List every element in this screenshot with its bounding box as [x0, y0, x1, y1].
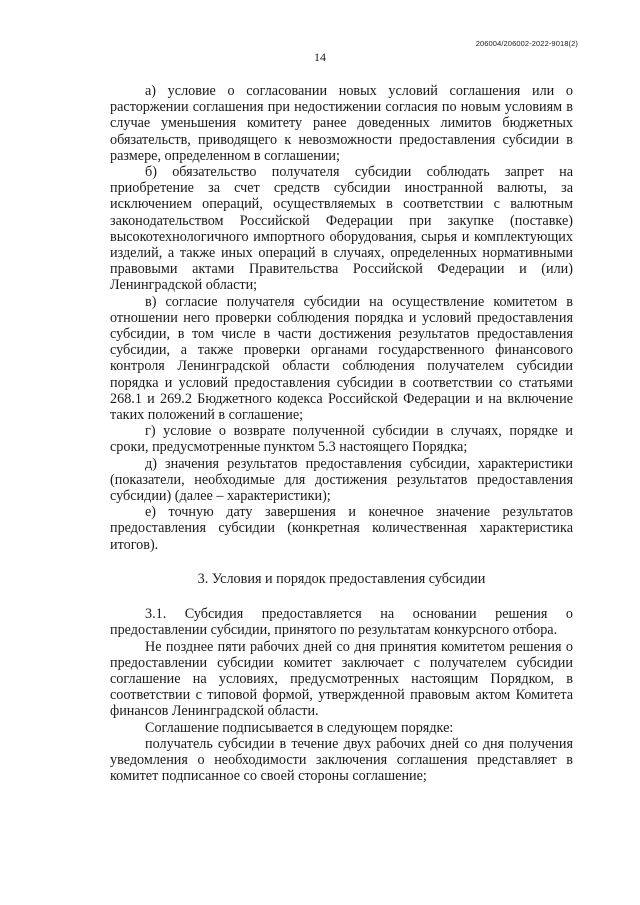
paragraph-e: е) точную дату завершения и конечное значение результатов предоставления субсидии (конкретная количественная характеристика итогов).	[110, 504, 573, 553]
paragraph-3-1: 3.1. Субсидия предоставляется на основании решения о предоставлении субсидии, принятого по результатам конкурсного отбора.	[110, 606, 573, 639]
paragraph-signing-order: Соглашение подписывается в следующем порядке:	[145, 719, 454, 736]
paragraph-v: в) согласие получателя субсидии на осуществление комитетом в отношении него проверки соблюдения порядка и условий предоставления субсидии, в том числе в части достижения результатов предоставления субсидии, а также проверки органами государственного финансового контроля Ленинградской области соблюдения получателем субсидии порядка и условий предоставления субсидии в соответствии со статьями 268.1 и 269.2 Бюджетного кодекса Российской Федерации и на включение таких положений в соглашение;	[110, 293, 573, 424]
section-heading: 3. Условия и порядок предоставления субсидии	[197, 570, 486, 587]
page-number: 14	[314, 50, 326, 64]
paragraph-d: д) значения результатов предоставления субсидии, характеристики (показатели, необходимые для достижения результатов предоставления субсидии) (далее – характеристики);	[110, 455, 573, 505]
paragraph-g: г) условие о возврате полученной субсидии в случаях, порядке и сроки, предусмотренные пунктом 5.3 настоящего Порядка;	[110, 423, 573, 456]
document-body	[110, 83, 573, 784]
document-id: 206004/206002-2022-9018(2)	[475, 39, 578, 48]
paragraph-a: а) условие о согласовании новых условий соглашения или о расторжении соглашения при недостижении согласия по новым условиям в случае уменьшения комитету ранее доведенных лимитов бюджетных обязательств, приводящего к невозможности предоставления субсидии в размере, определенном в соглашении;	[110, 83, 573, 164]
paragraph-recipient-signs: получатель субсидии в течение двух рабочих дней со дня получения уведомления о необходимости заключения соглашения представляет в комитет подписанное со своей стороны соглашение;	[110, 735, 573, 785]
paragraph-b: б) обязательство получателя субсидии соблюдать запрет на приобретение за счет средств субсидии иностранной валюты, за исключением операций, осуществляемых в соответствии с валютным законодательством Российской Федерации при закупке (поставке) высокотехнологичного импортного оборудования, сырья и комплектующих изделий, а также иных операций в случаях, определенных нормативными правовыми актами Правительства Российской Федерации и (или) Ленинградской области;	[110, 164, 573, 294]
paragraph-agreement-terms: Не позднее пяти рабочих дней со дня принятия комитетом решения о предоставлении субсидии комитет заключает с получателем субсидии соглашение на условиях, предусмотренных настоящим Порядком, в соответствии с типовой формой, утвержденной правовым актом Комитета финансов Ленинградской области.	[110, 638, 573, 720]
